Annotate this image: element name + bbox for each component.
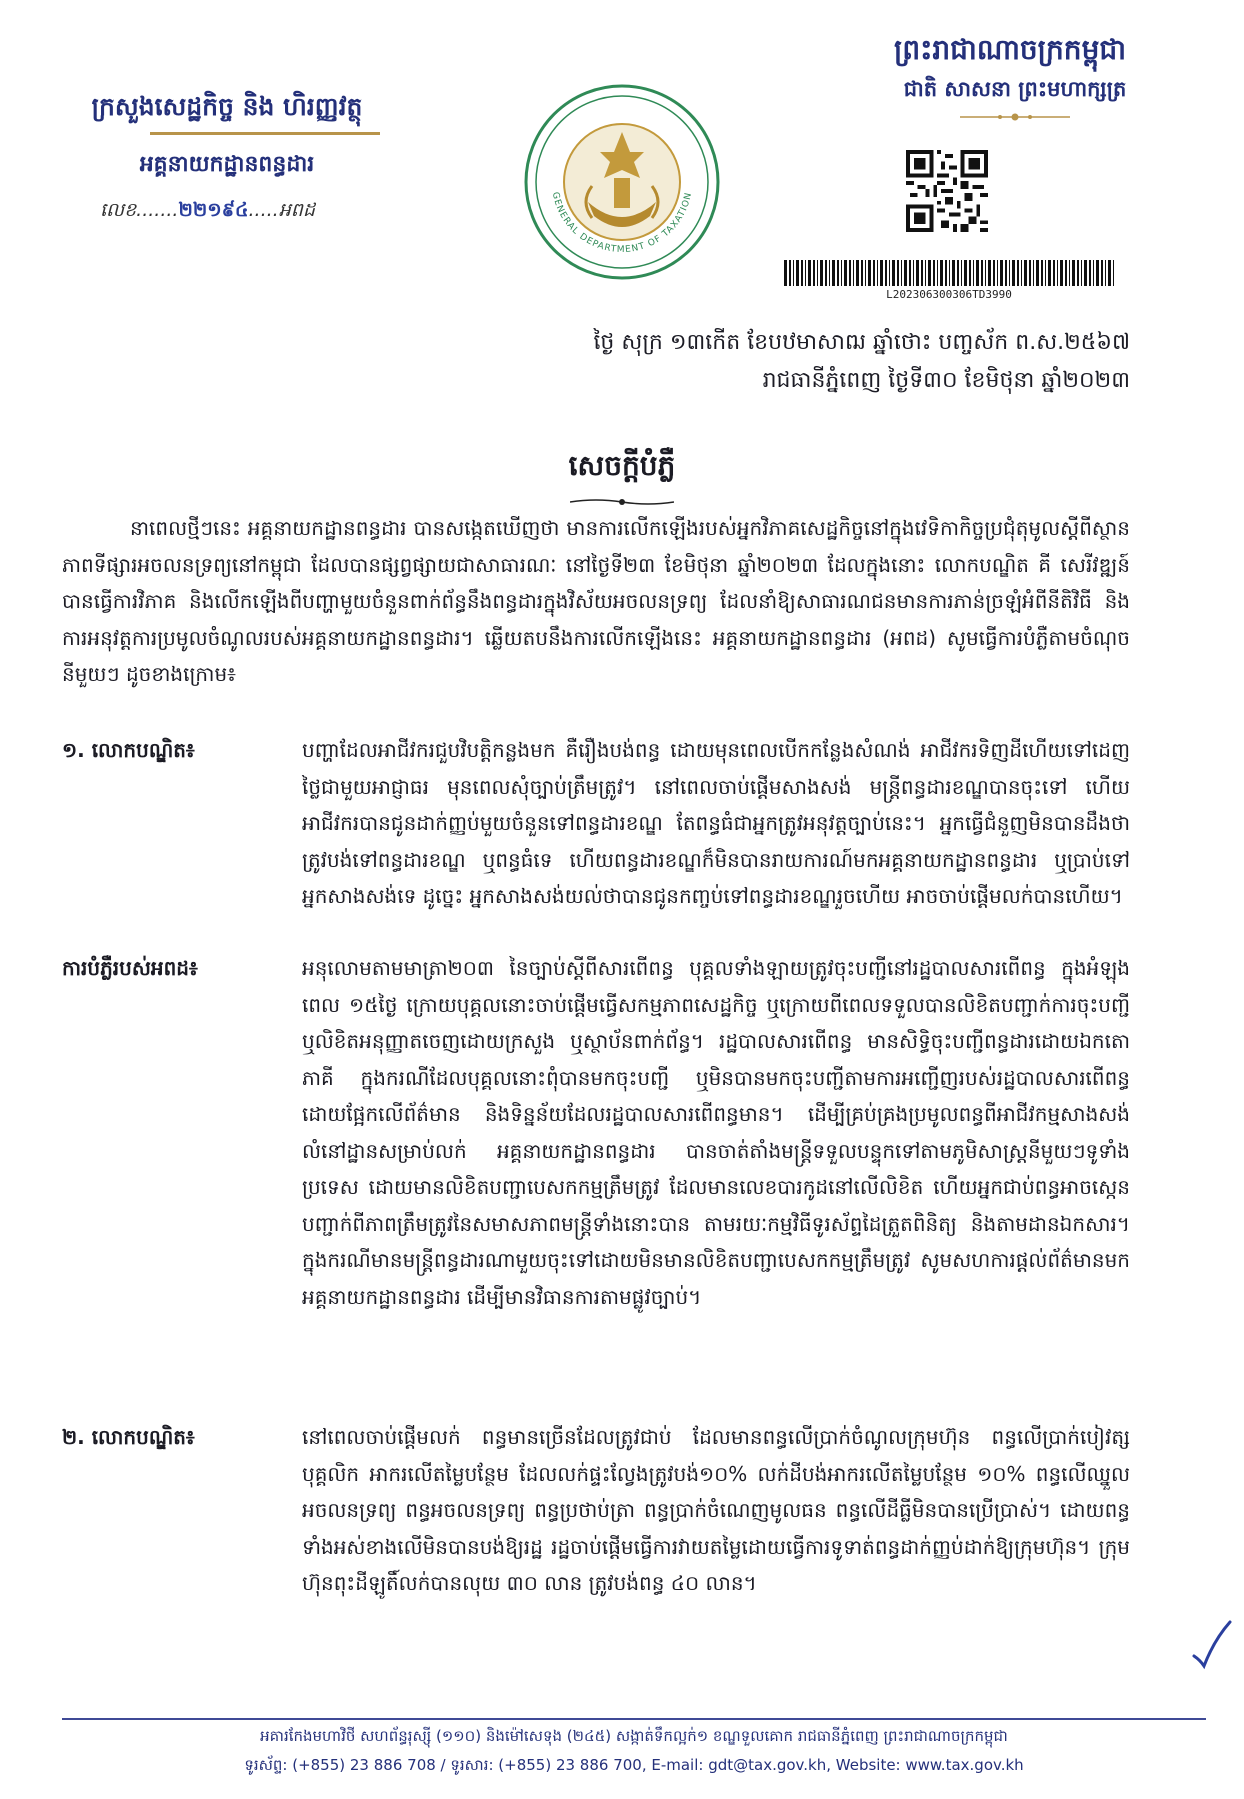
- section-1-text: បញ្ហាដែលអាជីវករជួបវិបត្តិកន្លងមក គឺរឿងបង់ពន្ធ ដោយមុនពេលបើកកន្លែងសំណង់ អាជីវករទិញដីហើយទៅដេញថ្លៃជាមួយអាជ្ញាធរ មុនពេលសុំច្បាប់ត្រឹមត្រូវ។ នៅពេលចាប់ផ្ដើមសាងសង់ មន្ត្រីពន្ធដារខណ្ឌបានចុះទៅ ហើយអាជីវករបានជូនដាក់ញ្ញប់មួយចំនួនទៅពន្ធដារខណ្ឌ តែពន្ធធំជាអ្នកត្រូវអនុវត្តច្បាប់នេះ។ អ្នកធ្វើជំនួញមិនបានដឹងថាត្រូវបង់ទៅពន្ធដារខណ្ឌ ឬពន្ធធំទេ ហើយពន្ធដារខណ្ឌក៏មិនបានរាយការណ៍មកអគ្គនាយកដ្ឋានពន្ធដារ ឬប្រាប់ទៅអ្នកសាងសង់ទេ ដូច្នេះ អ្នកសាងសង់យល់ថាបានជូនកញ្ចប់ទៅពន្ធដារខណ្ឌរួចហើយ អាចចាប់ផ្ដើមលក់បានហើយ។: [302, 738, 1130, 908]
- footer-divider: [62, 1718, 1206, 1720]
- ministry-name: ក្រសួងសេដ្ឋកិច្ច និង ហិរញ្ញវត្ថុ: [91, 92, 363, 121]
- barcode-number: L202306300306TD3990: [886, 288, 1012, 301]
- intro-paragraph: នាពេលថ្មីៗនេះ អគ្គនាយកដ្ឋានពន្ធដារ បានសង្កេតឃើញថា មានការលើកឡើងរបស់អ្នកវិភាគសេដ្ឋកិច្ចនៅក្នុងវេទិកាកិច្ចប្រជុំតុមូលស្ដីពីស្ថានភាពទីផ្សារអចលនទ្រព្យនៅកម្ពុជា ដែលបានផ្សព្វផ្សាយជាសាធារណៈ នៅថ្ងៃទី២៣ ខែមិថុនា ឆ្នាំ២០២៣ ដែលក្នុងនោះ លោកបណ្ឌិត គី សេរីវឌ្ឍន៍ បានធ្វើការវិភាគ និងលើកឡើងពីបញ្ហាមួយចំនួនពាក់ព័ន្ធនឹងពន្ធដារក្នុងវិស័យអចលនទ្រព្យ ដែលនាំឱ្យសាធារណជនមានការភាន់ច្រឡំអំពីនីតិវិធី និងការអនុវត្តការប្រមូលចំណូលរបស់អគ្គនាយកដ្ឋានពន្ធដារ។ ឆ្លើយតបនឹងការលើកឡើងនេះ អគ្គនាយកដ្ឋានពន្ធដារ (អពដ) សូមធ្វើការបំភ្លឺតាមចំណុចនីមួយៗ ដូចខាងក្រោម៖: [62, 516, 1130, 686]
- header-divider: [150, 132, 380, 135]
- section-2-text: អនុលោមតាមមាត្រា២០៣ នៃច្បាប់ស្ដីពីសារពើពន្ធ បុគ្គលទាំងឡាយត្រូវចុះបញ្ជីនៅរដ្ឋបាលសារពើពន្ធ ក្នុងអំឡុងពេល ១៥ថ្ងៃ ក្រោយបុគ្គលនោះចាប់ផ្ដើមធ្វើសកម្មភាពសេដ្ឋកិច្ច ឬក្រោយពីពេលទទួលបានលិខិតបញ្ជាក់ការចុះបញ្ជី ឬលិខិតអនុញ្ញាតចេញដោយក្រសួង ឬស្ថាប័នពាក់ព័ន្ធ។ រដ្ឋបាលសារពើពន្ធ មានសិទ្ធិចុះបញ្ជីពន្ធដារដោយឯកតោភាគី ក្នុងករណីដែលបុគ្គលនោះពុំបានមកចុះបញ្ជី ឬមិនបានមកចុះបញ្ជីតាមការអញ្ជើញរបស់រដ្ឋបាលសារពើពន្ធ ដោយផ្អែកលើព័ត៌មាន និងទិន្នន័យដែលរដ្ឋបាលសារពើពន្ធមាន។ ដើម្បីគ្រប់គ្រងប្រមូលពន្ធពីអាជីវកម្មសាងសង់លំនៅដ្ឋានសម្រាប់លក់ អគ្គនាយកដ្ឋានពន្ធដារ បានចាត់តាំងមន្ត្រីទទួលបន្ទុកទៅតាមភូមិសាស្ត្រនីមួយៗទូទាំងប្រទេស ដោយមានលិខិតបញ្ជាបេសកកម្មត្រឹមត្រូវ ដែលមានលេខបារកូដនៅលើលិខិត ហើយអ្នកជាប់ពន្ធអាចស្កេនបញ្ជាក់ពីភាពត្រឹមត្រូវនៃសមាសភាពមន្ត្រីទាំងនោះបាន តាមរយៈកម្មវិធីទូរស័ព្ទដៃត្រួតពិនិត្យ និងតាមដានឯកសារ។ ក្នុងករណីមានមន្ត្រីពន្ធដារណាមួយចុះទៅដោយមិនមានលិខិតបញ្ជាបេសកកម្មត្រឹមត្រូវ សូមសហការផ្ដល់ព័ត៌មានមកអគ្គនាយកដ្ឋានពន្ធដារ ដើម្បីមានវិធានការតាមផ្លូវច្បាប់។: [302, 956, 1130, 1309]
- ref-suffix: .....អពដ: [248, 199, 315, 221]
- barcode-icon: [784, 260, 1114, 286]
- motto-ornament-icon: [960, 112, 1070, 122]
- lunar-date: ថ្ងៃ សុក្រ ១៣កើត ខែបឋមាសាឍ ឆ្នាំថោះ បញ្ចស័ក ព.ស.២៥៦៧: [593, 330, 1130, 355]
- solar-date: រាជធានីភ្នំពេញ ថ្ងៃទី៣០ ខែមិថុនា ឆ្នាំ២០២៣: [762, 368, 1130, 393]
- kingdom-name: ព្រះរាជាណាចក្រកម្ពុជា: [893, 33, 1126, 66]
- qr-code-icon: [906, 150, 988, 232]
- seal-text: GENERAL DEPARTMENT OF TAXATION: [549, 191, 695, 256]
- section-3-text: នៅពេលចាប់ផ្ដើមលក់ ពន្ធមានច្រើនដែលត្រូវជាប់ ដែលមានពន្ធលើប្រាក់ចំណូលក្រុមហ៊ុន ពន្ធលើប្រាក់បៀវត្សបុគ្គលិក អាករលើតម្លៃបន្ថែម ដែលលក់ផ្ទះល្វែងត្រូវបង់១០% លក់ដីបង់អាករលើតម្លៃបន្ថែម ១០% ពន្ធលើឈ្នួលអចលនទ្រព្យ ពន្ធអចលនទ្រព្យ ពន្ធប្រថាប់ត្រា ពន្ធប្រាក់ចំណេញមូលធន ពន្ធលើដីធ្លីមិនបានប្រើប្រាស់។ ដោយពន្ធទាំងអស់ខាងលើមិនបានបង់ឱ្យរដ្ឋ រដ្ឋចាប់ផ្ដើមធ្វើការវាយតម្លៃដោយធ្វើការទូទាត់ពន្ធដាក់ញ្ញប់ដាក់ឱ្យក្រុមហ៊ុន។ ក្រុមហ៊ុនពុះដីឡូតិ៍លក់បានលុយ ៣០ លាន ត្រូវបង់ពន្ធ ៤០ លាន។: [302, 1425, 1130, 1595]
- national-motto: ជាតិ សាសនា ព្រះមហាក្សត្រ: [903, 77, 1127, 101]
- department-name: អគ្គនាយកដ្ឋានពន្ធដារ: [139, 152, 315, 177]
- gdt-seal-icon: [522, 82, 722, 282]
- ref-number: ២២១៩៤: [178, 199, 249, 221]
- document-title: សេចក្ដីបំភ្លឺ: [568, 449, 676, 482]
- reference-number: [100, 198, 315, 226]
- title-ornament-icon: [570, 496, 674, 508]
- section-2-label: ការបំភ្លឺរបស់អពដ៖: [62, 956, 198, 980]
- section-1-label: ១. លោកបណ្ឌិត៖: [62, 738, 195, 762]
- footer-address: អគារកែងមហាវិថី សហព័ន្ធរុស្ស៊ី (១១០) និងម៉ៅសេទុង (២៤៥) សង្កាត់ទឹកល្អក់១ ខណ្ឌទួលគោក រាជធានីភ្នំពេញ ព្រះរាជាណាចក្រកម្ពុជា: [260, 1727, 1008, 1745]
- footer-contact: ទូរស័ព្ទ: (+855) 23 886 708 / ទូរសារ: (+855) 23 886 700, E-mail: gdt@tax.gov.kh, Website: www.tax.gov.kh: [244, 1756, 1024, 1774]
- section-3-label: ២. លោកបណ្ឌិត៖: [62, 1425, 195, 1449]
- ref-prefix: លេខ.......: [100, 199, 179, 221]
- checkmark-icon: [1192, 1620, 1232, 1670]
